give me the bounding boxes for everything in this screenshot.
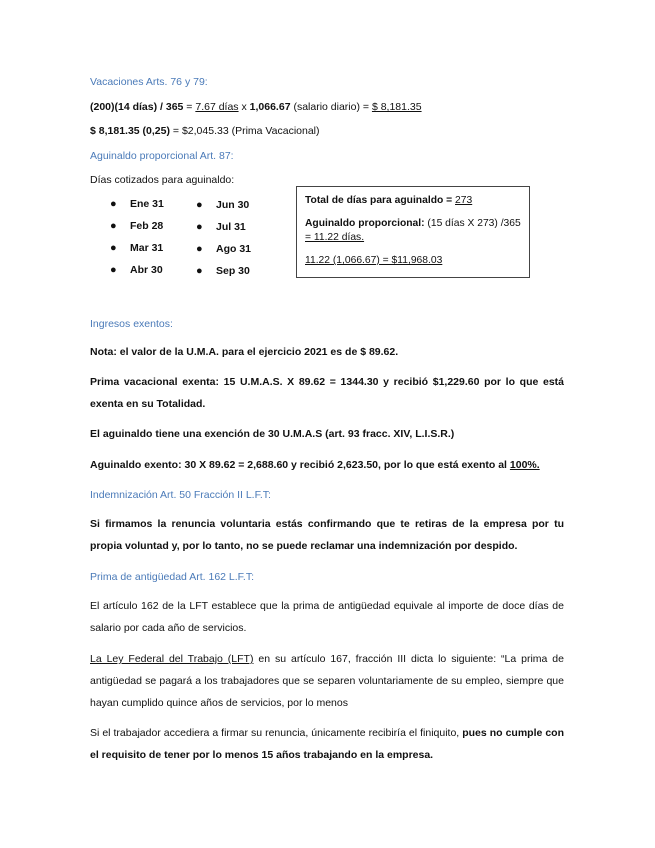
vac-days: 7.67 días xyxy=(195,101,239,113)
antiguedad-paragraph-3 xyxy=(90,722,564,766)
prop-formula-line xyxy=(305,217,521,231)
vac-formula: (200)(14 días) / 365 xyxy=(90,101,184,113)
bullet-icon: ● xyxy=(110,198,117,210)
vac-total: $ 8,181.35 xyxy=(371,101,422,113)
heading-vacaciones: Vacaciones Arts. 76 y 79: xyxy=(90,76,208,88)
prop-formula: (15 días X 273) /365 xyxy=(424,218,521,229)
bullet-icon: ● xyxy=(196,265,203,277)
vac-x: x xyxy=(238,101,250,113)
lft-quote: en su artículo 167, fracción III dicta lo siguiente: “La prima de antigüedad se pagará a los trabajadores que se separen voluntariamente de su empleo, siempre que hayan cumplido quince años de servicios, por lo menos xyxy=(90,653,564,709)
total-days-line xyxy=(305,194,521,208)
vac-salary-label: (salario diario) = xyxy=(290,101,372,113)
lft-link[interactable]: La Ley Federal del Trabajo (LFT) xyxy=(90,653,254,665)
prima-result: = $2,045.33 (Prima Vacacional) xyxy=(169,125,320,137)
aguinaldo-exento-percent: 100%. xyxy=(509,459,540,471)
prima-base: $ 8,181.35 (0,25) xyxy=(90,125,170,137)
total-days-label: Total de días para aguinaldo = xyxy=(305,195,456,206)
heading-ingresos: Ingresos exentos: xyxy=(90,318,173,330)
month-label: Ago 31 xyxy=(216,243,252,255)
month-label: Abr 30 xyxy=(130,264,163,276)
month-label: Feb 28 xyxy=(130,220,164,232)
antiguedad-paragraph-1: El artículo 162 de la LFT establece que la prima de antigüedad equivale al importe de doce días de salario por cada año de servicios. xyxy=(90,600,564,634)
aguinaldo-final: 11.22 (1,066.67) = $11,968.03 xyxy=(305,255,443,266)
bullet-icon: ● xyxy=(196,199,203,211)
heading-antiguedad: Prima de antigüedad Art. 162 L.F.T: xyxy=(90,571,255,583)
bullet-icon: ● xyxy=(196,243,203,255)
requisito-text: pues no cumple con el requisito de tener por lo menos 15 años trabajando en la empresa. xyxy=(90,727,565,761)
prop-result: = 11.22 días. xyxy=(305,232,365,243)
vac-eq: = xyxy=(183,101,196,113)
antiguedad-paragraph-2 xyxy=(90,648,564,714)
vacaciones-calc-line xyxy=(90,101,422,113)
prop-label: Aguinaldo proporcional: xyxy=(305,218,425,229)
bullet-icon: ● xyxy=(196,221,203,233)
total-days-value: 273 xyxy=(455,195,473,206)
bullet-icon: ● xyxy=(110,242,117,254)
aguinaldo-summary-box xyxy=(296,186,530,278)
aguinaldo-exento-text: Aguinaldo exento: 30 X 89.62 = 2,688.60 y recibió 2,623.50, por lo que está exento al xyxy=(90,459,510,471)
aguinaldo-exento-line xyxy=(90,459,540,471)
heading-aguinaldo: Aguinaldo proporcional Art. 87: xyxy=(90,150,234,162)
finiquito-text: Si el trabajador accediera a firmar su renuncia, únicamente recibiría el finiquito, xyxy=(90,727,463,739)
vac-salary: 1,066.67 xyxy=(249,101,291,113)
month-label: Ene 31 xyxy=(130,198,164,210)
prima-exenta-paragraph: Prima vacacional exenta: 15 U.M.A.S. X 89.62 = 1344.30 y recibió $1,229.60 por lo que está exenta en su Totalidad. xyxy=(90,376,564,410)
month-label: Sep 30 xyxy=(216,265,250,277)
month-label: Jul 31 xyxy=(216,221,246,233)
heading-indemnizacion: Indemnización Art. 50 Fracción II L.F.T: xyxy=(90,489,271,501)
uma-note: Nota: el valor de la U.M.A. para el ejercicio 2021 es de $ 89.62. xyxy=(90,346,399,358)
aguinaldo-exencion-line: El aguinaldo tiene una exención de 30 U.M.A.S (art. 93 fracc. XIV, L.I.S.R.) xyxy=(90,428,455,440)
month-label: Jun 30 xyxy=(216,199,250,211)
month-label: Mar 31 xyxy=(130,242,164,254)
bullet-icon: ● xyxy=(110,220,117,232)
indemnizacion-paragraph: Si firmamos la renuncia voluntaria estás confirmando que te retiras de la empresa por tu propia voluntad y, por lo tanto, no se puede reclamar una indemnización por despido. xyxy=(90,518,564,552)
dias-cotizados-label: Días cotizados para aguinaldo: xyxy=(90,174,235,186)
bullet-icon: ● xyxy=(110,264,117,276)
prima-vacacional-line xyxy=(90,125,320,137)
